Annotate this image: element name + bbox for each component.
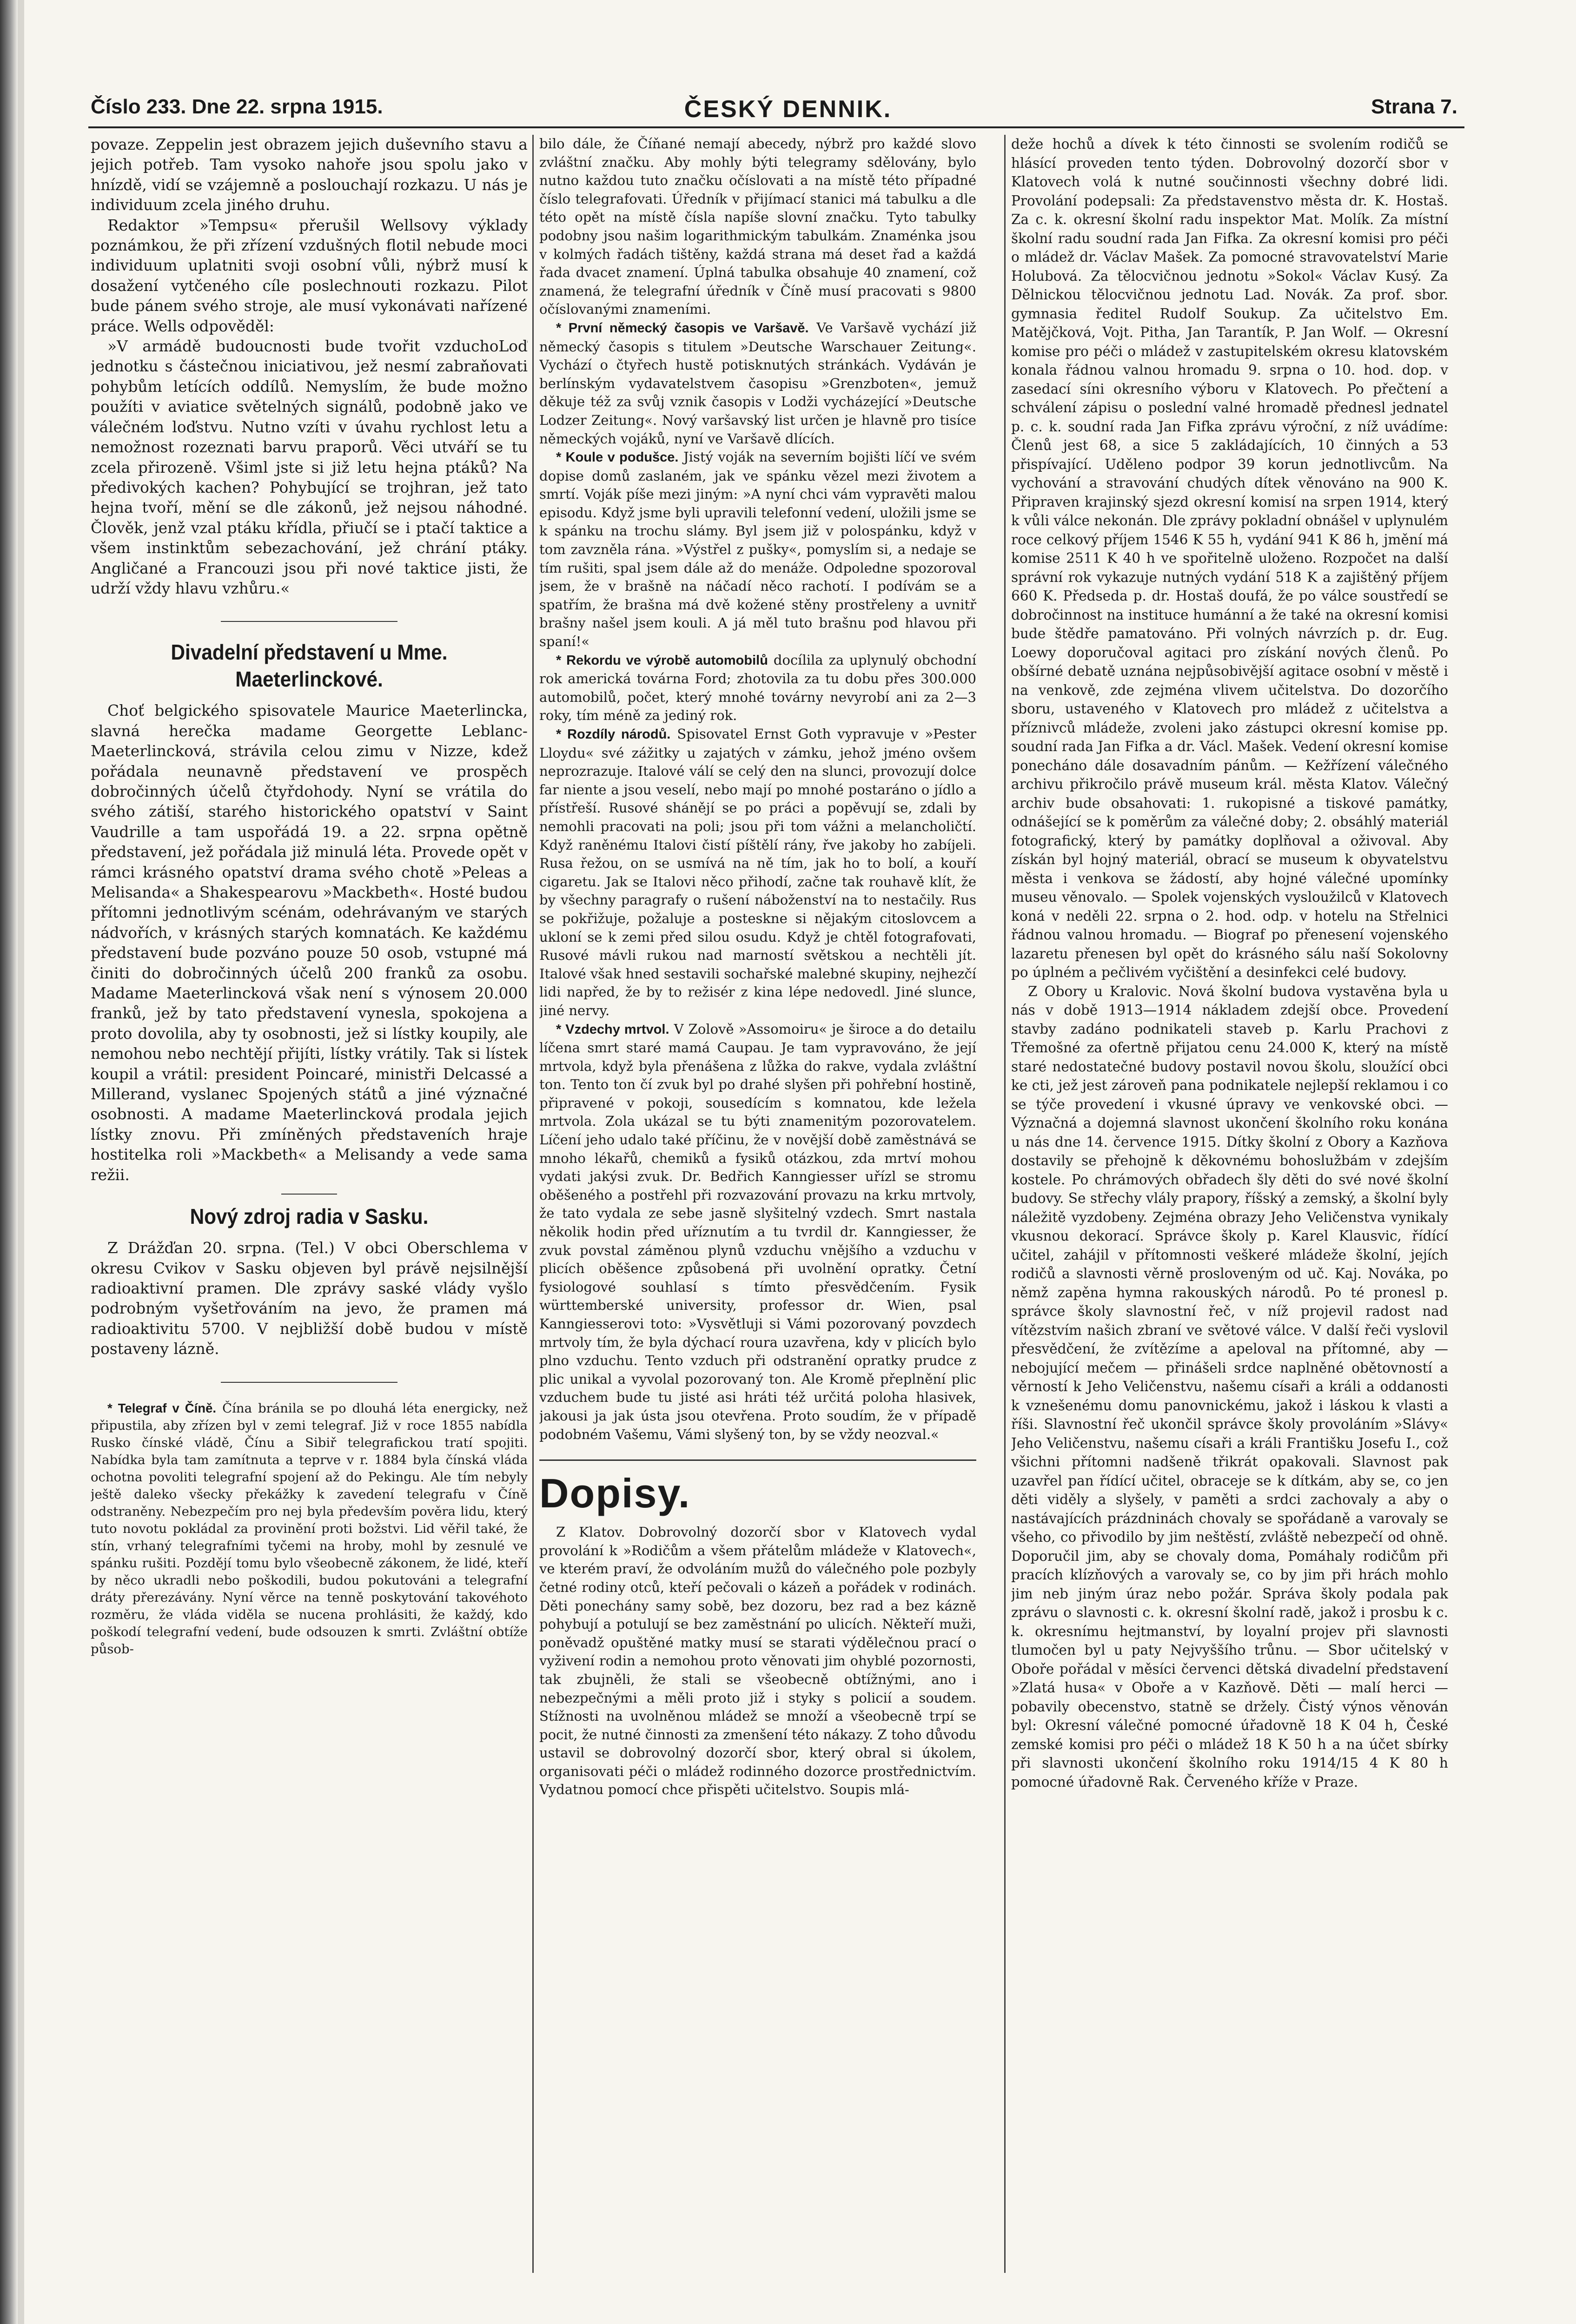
article-paragraph: Redaktor »Tempsu« přerušil Wellsovy výklady poznámkou, že při zřízení vzdušných flotil nebude moci individuum uplatniti svoji osobní vůli, nýbrž musí k dosažení vytčeného cíle poslechnouti rozkazu. Pilot bude pánem svého stroje, ale musí vykonávati nařízené práce. Wells odpověděl: <box>91 216 528 335</box>
article-paragraph: povaze. Zeppelin jest obrazem jejich duševního stavu a jejich potřeb. Tam vysoko nahoře jsou spolu jako v hnízdě, vidí se vzájemně a poslouchají rozkazu. U nás je individuum zcela jiného druhu. <box>91 136 528 214</box>
item-text: Čína bránila se po dlouhá léta energicky, než připustila, aby zřízen byl v zemi telegraf. Již v roce 1855 nabídla Rusko čínské vládě, Čínu a Sibiř telegrafickou tratí spojiti. Nabídka byla tam zamítnuta a teprve v r. 1884 byla čínská vláda ochotna povoliti telegrafní spojení až do Pekingu. Ale tím nebyly ještě dalekо všecky překážky k zavedení telegrafu v Číně odstraněny. Nebezpečím pro nej byla především pověra lidu, který tuto novotu pokládal za provinění proti božstvi. Lid věřil také, že stín, vrhaný telegrafními tyčemi na hroby, mohl by zesnulé ve spánku rušiti. Pozdějí tomu bylo všeobecně zákonem, že lidé, kteří by něco ukradli nebo poškodili, budou pokutováni a telegrafní dráty přerezávány. Nyní věrce na tenně poskytování takovéhoto rozměru, že vláda viděla se nucena prohlásiti, že každý, kdo poškodí telegrafní vedení, bude odsouzen k smrti. Zvláštní obtíže působ- <box>91 1400 528 1657</box>
column-divider <box>1004 135 1006 2273</box>
header-rule <box>88 126 1464 128</box>
article-paragraph: »V armádě budoucnosti bude tvořit vzduchoLoď jednotku s částečnou iniciativou, jež nesmí zabraňovati pohybům letících oddílů. Nemyslím, že bude možno použíti v aviatice světelných signálů, podobně jako ve válečném loďstvu. Nutno vzíti v úvahu rychlost letu a nemožnost rozeznati barvu praporů. Věci utváří se tu zcela přirozeně. Všiml jste si již letu hejna ptáků? Na předivokých kachen? Pohybující se trojhran, jež tato hejna tvoří, mění se dle zákonů, jež nejsou náhodné. Člověk, jenž vzal ptáku křídla, přiučí se i ptačí taktice a všem instinktům sebezachování, jež chrání ptáky. Angličané a Francouzi jsou při nové taktice jisti, že udrží vždy hlavu vzhůru.« <box>91 337 528 597</box>
article-paragraph <box>539 1020 976 1444</box>
newspaper-title: ČESKÝ DENNIK. <box>684 96 892 123</box>
page-binding-edge-inner <box>18 0 24 2324</box>
item-lead: * Rekordu ve výrobě automobilů <box>556 653 768 668</box>
headline-novy-zdroj-radia: Nový zdroj radia v Sasku. <box>190 1204 429 1229</box>
article-paragraph <box>539 319 976 448</box>
article-paragraph <box>539 448 976 651</box>
article-paragraph: deže hochů a dívek k této činnosti se svolením rodičů se hlásící proveden tento týden. Dobrovolný dozorčí sbor v Klatovech volá k nutné součinnosti všechny dobré lidi. Provolání podepsali: Za představenstvo města dr. K. Hostaš. Za c. k. okresní školní radu inspektor Mat. Molík. Za místní školní radu soudní rada Jan Fifka. Za okresní komisi pro péči o mládež dr. Václav Mašek. Za pomocné stravovatelství Marie Holubová. Za tělocvičnou jednotu »Sokol« Václav Kusý. Za Dělnickou tělocvičnou jednotu Lad. Novák. Za prof. sbor. gymnasia ředitel Rudolf Soukup. Za učitelstvo Em. Matějčková, Vojt. Pitha, Jan Tarantík, P. Jan Wolf. — Okresní komise pro péči o mládež v zastupitelském okresu klatovském konala řádnou valnou hromadu 9. srpna o 10. hod. dop. v zasedací síni okresního výboru v Klatovech. Po přečtení a schválení zápisu o poslední valné hromadě přednesl jednatel p. c. k. soudní rada Jan Fifka zprávu výroční, z níž uvádíme: Členů jest 68, a sice 5 zakládajících, 10 činných a 53 přispívající. Uděleno podpor 39 korun jednotlivcům. Na vychování a stravování chudých dítek věnováno na 900 K. Připraven krajinský sjezd okresní komisí na srpen 1914, který k vůli válce nekonán. Dle zprávy pokladní obnášel v uplynulém roce celkový příjem 1546 K 55 h, vydání 941 K 86 h, jmění má komise 2511 K 40 h ve spořitelně uloženo. Rozpočet na další správní rok vykazuje nutných vydání 518 K a zajištěný příjem 660 K. Předseda p. dr. Hostaš doufá, že po válce soustředí se dobročinnost na instituce humánní a že také na okresní komisi bude štědře pamatováno. Při volných návrzích p. dr. Eug. Loewy doporučoval agitaci pro získání nových členů. Po obšírné debatě uznána nejpůsobivější agitace osobní v městě i na venkově, zde zejména vlivem učitelstva. Do dozorčího sboru, ustaveného v Klatovech pro mládež z učitelstva a příznivců mládeže, zvoleni jako zástupci okresní komise pp. soudní rada Jan Fifka a dr. Václ. Mašek. Vedení okresní komise ponecháno dále dosavadním pánům. — Kežřízení válečného archivu přikročilo právě museum král. města Klatov. Válečný archiv bude obsahovati: 1. rukopisné a tiskové památky, odnášející se k poměrům za válečné doby; 2. obsáhlý materiál fotografický, který by památky doplňoval a oživoval. Aby získán byl hojný materiál, obrací se museum k obyvatelstvu města i venkova se žádostí, aby hojné válečné upomínky museu věnovalo. — Spolek vojenských vysloužilců v Klatovech koná v neděli 22. srpna o 2. hod. odp. v hotelu na Střelnici řádnou valnou hromadu. — Biograf po přenesení vojenského lazaretu přenesen byl opět do krásného sálu naší Sokolovny po úplném a pečlivém vyčištění a desinfekci celé budovy. <box>1011 136 1448 980</box>
item-lead: * Vzdechy mrtvol. <box>556 1022 669 1037</box>
item-text: V Zolově »Assomoiru« je široce a do detailu líčena smrt staré mamá Caupau. Je tam vypravováno, že její mrtvola, když byla přenášena z lůžka do rakve, vydala zvláštní ton. Tento ton čí zvuk byl po drahé slyšen při pohřební hostině, připravené v pokoji, sousedícím s komnatou, kde ležela mrtvola. Zola ukázal se tu býti znamenitým pozorovatelem. Líčení jeho udalo také příčinu, že v novější době zaměstnává se mnoho lékařů, chemiků a fysiků otázkou, zda mrtví mohou vydati jakýsi zvuk. Dr. Bedřich Kanngiesser uřízl se stromu oběšeného a postřehl při rozvazování provazu na krku mrtvoly, že tato vydala ze sebe jasně slyšitelný vzdech. Smrt nastala několik hodin před uříznutím a tu tvrdil dr. Kanngiesser, že zvuk povstal záměnou plynů vzduchu vnějšího a vzduchu v plicích oběšence způsobená při uvolnění opratky. Četní fysiologové souhlasí s tímto přesvědčením. Fysik württemberské university, professor dr. Wien, psal Kanngiesserovi toto: »Vysvětluji si Vámi pozorovaný povzdech mrtvoly tím, že byla dýchací roura uzavřena, kdy v plicích bylo plno vzduchu. Tento vzduch při odstranění opratky prudce z plic unikal a vyvolal pozorovaný ton. Ale Kromě přeplnění plic vzduchem bude tu jisté asi hráti též určitá poloha hlasivek, jakousi ja jak ústa jsou otevřena. Proto soudím, že v případě podobném Vašemu, Vámi slyšený ton, by se vždy neozval.« <box>539 1021 976 1442</box>
article-separator <box>281 1194 337 1195</box>
item-lead: * První německý časopis ve Varšavě. <box>556 320 809 336</box>
column-divider <box>532 135 534 2273</box>
section-title-dopisy: Dopisy. <box>539 1470 691 1517</box>
article-separator <box>221 621 397 622</box>
item-lead: * Telegraf v Číně. <box>107 1400 217 1415</box>
item-lead: * Koule v podušce. <box>556 450 679 465</box>
article-separator <box>221 1382 397 1383</box>
item-text: Jistý voják na severním bojišti líčí ve svém dopise domů zaslaném, jak ve spánku vězel mezi životem a smrtí. Voják píše mezi jiným: »A nyní chci vám vypravěti malou episodu. Když jsme byli upravili telefonní vedení, uložili jsme se k spánku na trochu slámy. Byl jsem již v polospánku, když v tom zavzněla rána. »Výstřel z pušky«, pomyslím si, a nedaje se tím rušiti, spal jsem dále až do menáže. Odpoledne spozoroval jsem, že v brašně na náčadí něco rachotí. I podívám se a spatřím, že brašna má dvě kožené stěny prostřeleny a uvnitř brašny našel jsem kouli. A já měl tuto brašnu pod hlavou při spaní!« <box>539 449 976 650</box>
headline-divadelni-predstaveni: Divadelní představení u Mme. Maeterlinckové. <box>171 640 448 692</box>
article-paragraph: bilo dále, že Číňané nemají abecedy, nýbrž pro každé slovo zvláštní značku. Aby mohly býti telegramy sdělovány, bylo nutno každou tuto značku očíslovati a na místě této případné číslo telegrafovati. Úředník v přijímací stanici má tabulku a dle této opět na místě čísla napíše slovní značku. Tyto tabulky podobny jsou našim logarithmickým tabulkám. Znaménka jsou v kolmých řadách tištěny, každá strana má deset řad a každá řada dvacet znamení. Úplná tabulka obsahuje 40 znamení, což znamená, že telegrafní úředník v Číně musí pracovati s 9800 očíslovanými znameními. <box>539 136 976 317</box>
page-number: Strana 7. <box>1371 95 1457 118</box>
issue-date: Číslo 233. Dne 22. srpna 1915. <box>91 95 383 118</box>
item-text: docílila za uplynulý obchodní rok americká továrna Ford; zhotovila za tu dobu přes 300.000 automobilů, počet, který mnohé továrny nevyrobí ani za 2—3 roky, tím méně za jediný rok. <box>539 652 976 724</box>
article-paragraph: Z Drážďan 20. srpna. (Tel.) V obci Oberschlema v okresu Cvikov v Sasku objeven byl právě nejsilnější radioaktivní pramen. Dle zprávy saské vlády vyšlo podrobným vyšetřováním na jevo, že pramen má radioaktivitu 5700. V nejbližší době budou v místě postaveny lázně. <box>91 1239 528 1358</box>
article-paragraph: Z Klatov. Dobrovolný dozorčí sbor v Klatovech vydal provolání k »Rodičům a všem přátelům mládeže v Klatovech«, ve kterém praví, že odvoláním mužů do válečného pole pozbyly četné rodiny otců, kteří pečovali o kázeň a pořádek v rodinách. Děti ponechány samy sobě, bez dozoru, bez rad a bez kázně pohybují a potulují se bez zaměstnání po ulicích. Někteří muži, poněvadž opuštěné matky musí se starati výdělečnou prací o vyživení rodin a nemohou proto věnovati jim ohyblé pozornosti, tak zbujněli, že stali se všeobecně obtížnými, ano i nebezpečnými a měli proto již i styky s policií a soudem. Stížnosti na uvolněnou mládež se množí a všeobecně trpí se pocit, že nutné činnosti za zmenšení této nákazy. Z toho důvodu ustavil se dobrovolný dozorčí sbor, který obral si úkolem, organisovati péči o mládež rodinného dozorce prostřednictvím. Vydatnou pomocí chce přispěti učitelstvo. Soupis mlá- <box>539 1524 976 1798</box>
article-paragraph: Choť belgického spisovatele Maurice Maeterlincka, slavná herečka madame Georgette Leblanc-Maeterlincková, strávila celou zimu v Nizze, kdež pořádala neunavně představení ve prospěch dobročinných účelů čtyřdohody. Nyní se vrátila do svého zátiší, starého historického opatství v Saint Vaudrille a tam uspořádá 19. a 22. srpna opětně představení, jež pořádala již minulá léta. Provede opět v rámci krásného opatství drama svého chotě »Peleas a Melisanda« a Shakespearovu »Mackbeth«. Hosté budou přítomni jednotlivým scénám, odehrávaným ve starých nádvořích, v krásných starých komnatách. Ke každému představení bude pozváno pouze 50 osob, vstupné má činiti do dobročinných účelů 200 franků za osobu. Madame Maeterlincková však není s výnosem 20.000 franků, jež by tato představení vynesla, spokojena a proto dovolila, aby ty osobnosti, jež si lístky koupily, ale nemohou nebo nechtějí přijíti, lístky vrátily. Tak si lístek koupil a vrátil: president Poincaré, ministři Delcassé a Millerand, vyslanec Spojených států a jiné význačné osobnosti. A madame Maeterlincková prodala jejich lístky znovu. Při zmíněných představeních hraje hostitelka roli »Mackbeth« a Melisandy a vede sama režii. <box>91 702 528 1184</box>
article-paragraph: Z Obory u Kralovic. Nová školní budova vystavěna byla u nás v době 1913—1914 nákladem zdejší obce. Provedení stavby zadáno podnikateli staveb p. Karlu Prachovi z Třemošné za ofertně přijatou cenu 24.000 K, který na místě staré nedostatečné budovy postavil novou školu, sloužící obci ke cti, jež jest zároveň pana podnikatele nejlepší reklamou i co se týče provedení i vkusné úpravy ve venkovské obci. — Význačná a dojemná slavnost ukončení školního roku konána u nás dne 14. července 1915. Dítky školní z Obory a Kazňova dostavily se přehojně k děkovnému bohoslužbám v zdejším kostele. Po chrámových obřadech šly děti do své nové školní budovy. Se střechy vlály prapory, říšský a zemský, a školní byly náležitě vyzdobeny. Zejména obrazy Jeho Veličenstva vynikaly vkusnou dekorací. Správce školy p. Karel Klausvic, řídící učitel, zahájil v přítomnosti veškeré mládeže školní, jejích rodičů a slavnosti věrně prosloveným od uč. Kaj. Nováka, po němž zapěna hymna rakouských národů. Po té pronesl p. správce školy slavnostní řeč, v níž projevil radost nad vítězstvím našich zbraní ve světové válce. V další řeči vyslovil přesvědčení, že zvítězíme a apeloval na přítomné, aby — nebojující mečem — přinášeli srdce naplněné obětovností a věrností k Jeho Veličenstvu, našemu císaři a králi a oddanosti k vznešenému domu panovnickému, jakož i láskou k vlasti a říši. Slavnostní řeč ukončil správce školy provoláním »Slávy« Jeho Veličenstvu, našemu císaři a králi Františku Josefu I., což všichni přítomni nadšeně třikrát opakovali. Slavnost pak uzavřel pan řídící učitel, obraceje se k dítkám, aby se, co jen děti viděly a slyšely, v paměti a srdci zachovaly a aby o nastávajících prázdninách chovaly se spořádaně a varovaly se všeho, co přivodilo by jim neštěstí, zvláště nebezpečí od ohně. Doporučil jim, aby se chovaly doma, Pomáhaly rodičům při pracích klízňových a varovaly se, co by jim při hrách mohlo jim neb jiným úraz nebo požár. Správa školy podala pak zprávu o slavnosti c. k. okresní školní radě, jakož i prosbu k c. k. okresnímu hejtmanství, by loyalní projev při slavnosti tlumočen byl u paty Nejvyššího trůnu. — Sbor učitelský v Oboře pořádal v měsíci červenci dětská divadelní představení »Zlatá husa« v Oboře a v Kazňově. Děti — malí herci — pobavily obecenstvo, statně se držely. Čistý výnos věnován byl: Okresní válečné pomocné úřadovně 18 K 04 h, České zemské komisi pro péči o mládež 18 K 50 h a na účet sbírky při slavnosti ukončení školního roku 1914/15 4 K 80 h pomocné úřadovně Rak. Červeného kříže v Praze. <box>1011 983 1448 1790</box>
item-lead: * Rozdíly národů. <box>556 727 671 742</box>
article-paragraph <box>539 651 976 725</box>
page-binding-edge <box>0 0 18 2324</box>
column-2 <box>539 135 976 2296</box>
item-text: Spisovatel Ernst Goth vypravuje v »Pester Lloydu« své zážitky u zajatých v zámku, jehož jméno ovšem neprozrazuje. Italové válí se celý den na slunci, provozují dolce far niente a jsou veselí, nebo mají po mnohé postaráno o jídlo a přístřeší. Rusové shánějí se po práci a popěvují se, zdali by nemohli pracovati na poli; jsou při tom vážni a melancholičtí. Když raněnému Italovi čistí píštělí rány, řve jakoby ho zabíjeli. Rusa řežou, on se usmívá na ně tím, jak ho to bolí, a kouří cigaretu. Jak se Italovi něco přihodí, začne tak rouhavě klít, že by všechny paragrafy o rušení náboženství na to nestačily. Rus se pokřižuje, požaluje a posteskne si nějakým citoslovcem a ukloní se k zemi před silou osudu. Když je chtěl fotografovati, Rusové mávli rukou nad marností světskou a nechtěli jít. Italové však hned sestavili sochařské malebné skupiny, nejhezčí lidi napřed, že by to režisér z kina lépe nedovedl. Jiné slunce, jiné nervy. <box>539 726 976 1018</box>
article-paragraph <box>539 725 976 1020</box>
item-text: Ve Varšavě vychází již německý časopis s titulem »Deutsche Warschauer Zeitung«. Vychází o čtyřech hustě potisknutých stránkách. Vydáván je berlínským vydavatelstvem časopisu »Grenzboten«, jemuž děkuje též za svůj vznik časopis v Lodži vycházející »Deutsche Lodzer Zeitung«. Nový varšavský list určen je hlavně pro tisíce německých vojáků, nyní ve Varšavě dlících. <box>539 319 976 447</box>
article-paragraph <box>91 1400 528 1658</box>
column-1 <box>91 135 528 2296</box>
section-separator <box>539 1459 976 1461</box>
column-3 <box>1011 135 1448 2296</box>
